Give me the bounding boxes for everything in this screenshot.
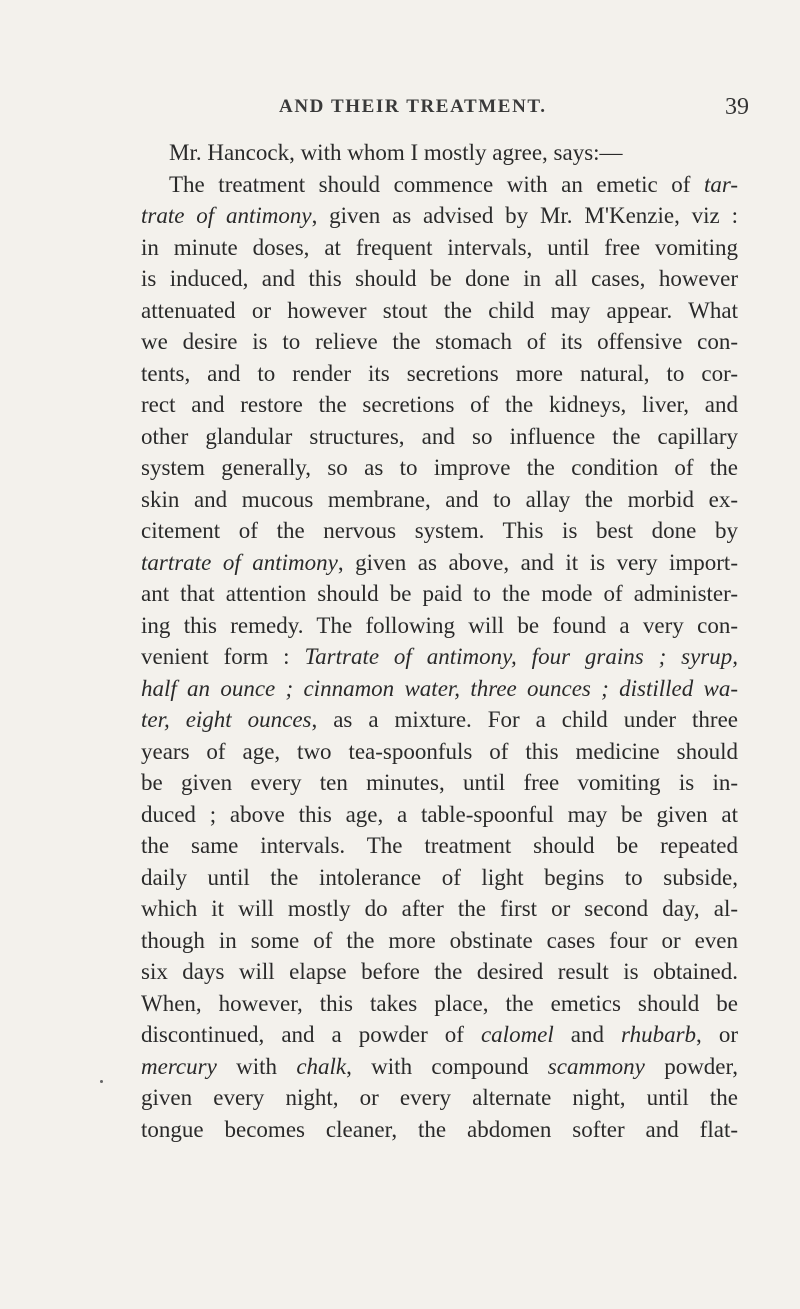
text-line — [141, 704, 738, 736]
text-line — [141, 610, 738, 642]
text-run: ing this remedy. The following will be found a very con- — [141, 612, 738, 638]
text-run: six days will elapse before the desired result is obtained. — [141, 959, 738, 984]
text-line — [141, 515, 738, 547]
italic-text: tar- — [703, 171, 738, 197]
italic-text: rhubarb — [621, 1022, 697, 1047]
text-line — [141, 547, 738, 579]
text-run: rect and restore the secretions of the kidneys, liver, and — [141, 392, 738, 417]
page-number: 39 — [725, 94, 749, 120]
text-line — [141, 925, 738, 957]
text-run: which it will mostly do after the first or second day, al- — [141, 896, 738, 921]
text-line — [141, 263, 738, 295]
text-line — [141, 421, 738, 453]
text-line — [141, 484, 738, 516]
text-run: , as a mixture. For a child under three — [311, 707, 738, 732]
text-run: tongue becomes cleaner, the abdomen softer and flat- — [141, 1116, 738, 1142]
text-line — [141, 767, 738, 799]
text-run: the same intervals. The treatment should be repeated — [141, 833, 738, 858]
text-line — [141, 1051, 738, 1083]
text-line — [141, 326, 738, 358]
italic-text: scammony — [547, 1053, 645, 1079]
text-line — [141, 452, 738, 484]
text-run: be given every ten minutes, until free vomiting is in- — [141, 770, 738, 795]
text-line — [141, 1082, 738, 1114]
text-line — [141, 578, 738, 610]
text-line — [141, 232, 738, 264]
text-run: duced ; above this age, a table-spoonful may be given at — [141, 801, 738, 827]
text-run: , with compound — [346, 1053, 548, 1079]
text-run: with — [216, 1053, 297, 1079]
text-run: , or — [696, 1022, 738, 1047]
text-line — [141, 169, 738, 201]
text-line — [141, 1019, 738, 1051]
text-line — [141, 799, 738, 831]
italic-text: trate of antimony — [141, 203, 312, 228]
text-run: daily until the intolerance of light begins to subside, — [141, 864, 738, 890]
running-title: AND THEIR TREATMENT. — [279, 96, 547, 117]
text-run: venient form : — [141, 644, 305, 669]
text-run: other glandular structures, and so influence the capillary — [141, 423, 738, 449]
italic-text: mercury — [141, 1053, 217, 1079]
text-line — [141, 673, 738, 705]
italic-text: tartrate of antimony — [141, 549, 338, 575]
text-run: , given as above, and it is very import- — [337, 549, 738, 575]
running-head — [0, 94, 800, 124]
text-line — [141, 137, 738, 169]
text-run: system generally, so as to improve the condition of the — [141, 455, 738, 480]
text-run: attenuated or however stout the child may appear. What — [141, 297, 738, 323]
text-run: in minute doses, at frequent intervals, until free vomiting — [141, 234, 738, 260]
text-run: years of age, two tea-spoonfuls of this medicine should — [141, 738, 738, 764]
text-line — [141, 736, 738, 768]
italic-text: calomel — [480, 1022, 554, 1047]
text-line — [141, 1114, 738, 1146]
text-run: and — [553, 1022, 622, 1047]
body-text — [141, 137, 738, 1145]
italic-text: Tartrate of antimony, four grains ; syrup, — [304, 644, 738, 669]
italic-text: half an ounce ; cinnamon water, three ounces ; distilled wa- — [141, 675, 738, 701]
text-run: discontinued, and a powder of — [141, 1022, 481, 1047]
text-run: The treatment should commence with an emetic of — [169, 171, 704, 197]
text-line — [141, 358, 738, 390]
text-line — [141, 200, 738, 232]
text-run: given every night, or every alternate night, until the — [141, 1085, 738, 1110]
text-run: ant that attention should be paid to the mode of administer- — [141, 581, 738, 606]
text-run: tents, and to render its secretions more natural, to cor- — [141, 360, 738, 386]
text-line — [141, 830, 738, 862]
text-run: When, however, this takes place, the emetics should be — [141, 990, 738, 1016]
text-line — [141, 389, 738, 421]
text-run: , given as advised by Mr. M'Kenzie, viz : — [311, 203, 738, 228]
text-line — [141, 295, 738, 327]
text-run: powder, — [644, 1053, 738, 1079]
text-run: skin and mucous membrane, and to allay the morbid ex- — [141, 486, 738, 512]
text-line — [141, 988, 738, 1020]
italic-text: chalk — [296, 1053, 347, 1079]
text-run: is induced, and this should be done in all cases, however — [141, 266, 738, 291]
text-run: Mr. Hancock, with whom I mostly agree, says:— — [169, 140, 623, 165]
text-line — [141, 862, 738, 894]
margin-mark — [100, 1080, 103, 1083]
italic-text: ter, eight ounces — [141, 707, 312, 732]
text-run: though in some of the more obstinate cases four or even — [141, 927, 738, 953]
text-run: citement of the nervous system. This is best done by — [141, 518, 738, 543]
text-line — [141, 641, 738, 673]
text-run: we desire is to relieve the stomach of its offensive con- — [141, 329, 738, 354]
text-line — [141, 893, 738, 925]
text-line — [141, 956, 738, 988]
